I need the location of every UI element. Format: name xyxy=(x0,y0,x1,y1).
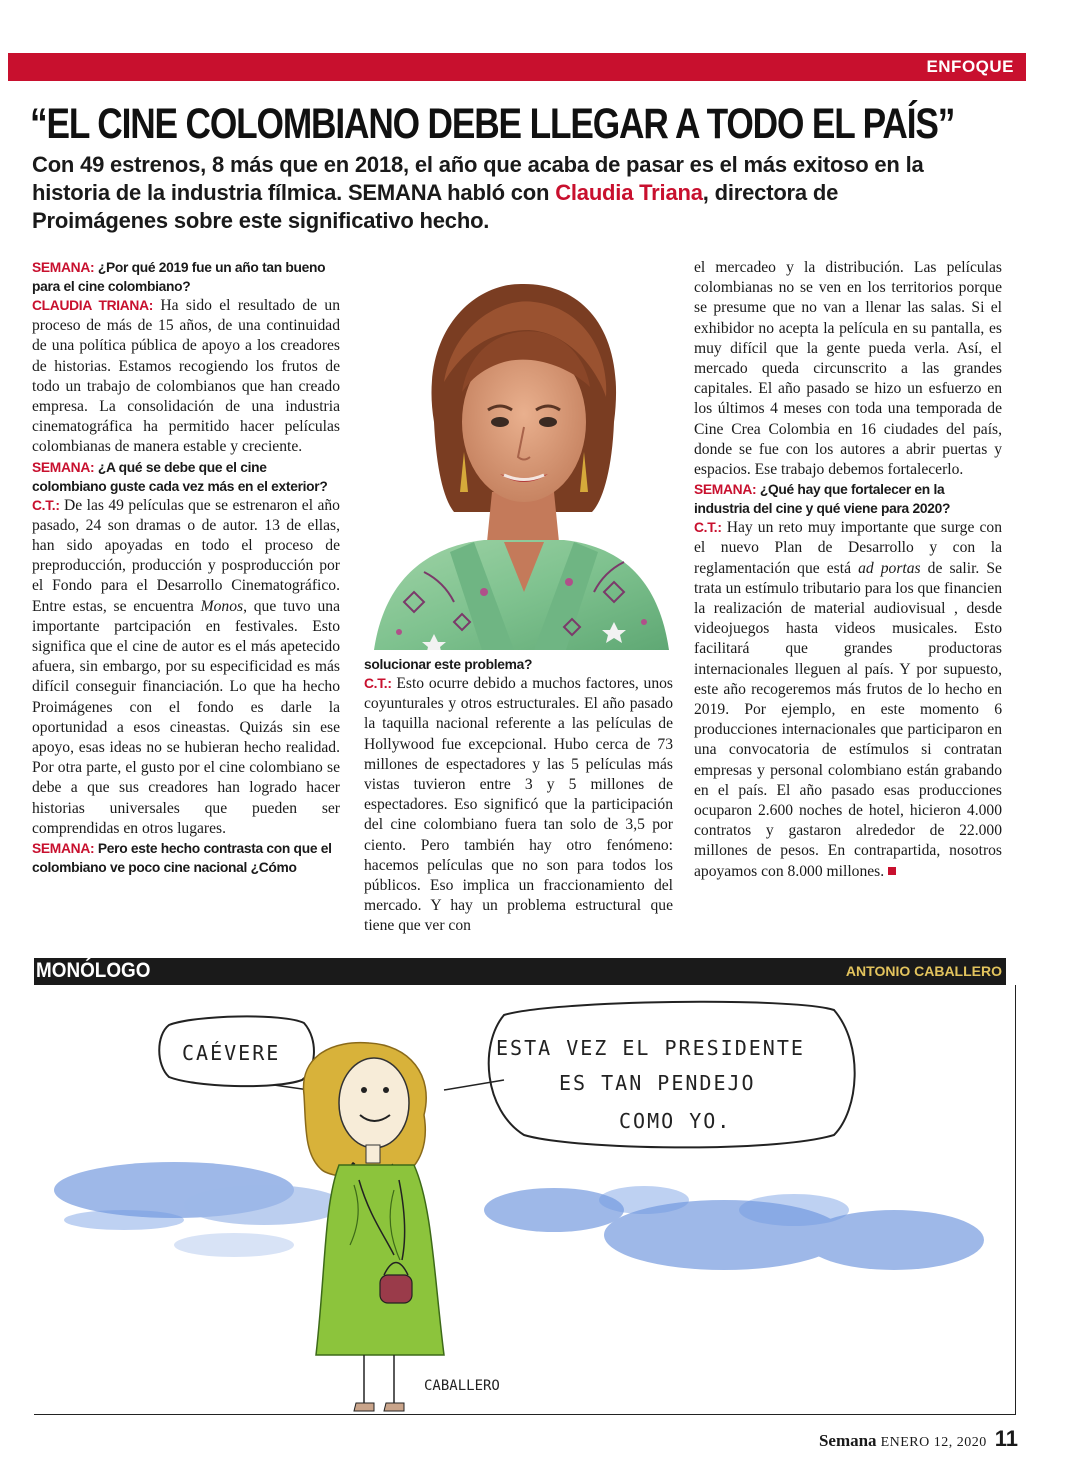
answer-text: , que tuvo una importante partcipación en festivales. Esto significa que el cine de autor es el más apetecido afuera, sin embargo, por su especificidad es más difícil conseguir financiación. Lo que ha hecho Proimágenes con el fondo es darle la oportunidad a esos cineastas. Quizás sin ese apoyo, esas ideas no se hubieran hecho realidad. Por otra parte, el gusto por el cine colombiano se debe a que sus creadores han logrado hacer historias universales que pueden ser comprendidas en otros lugares. xyxy=(32,597,340,837)
speaker-label: SEMANA: xyxy=(694,482,757,498)
portrait-illustration xyxy=(364,262,673,650)
bubble-large-line-3: COMO YO. xyxy=(619,1109,732,1133)
article-column-3 xyxy=(694,258,1002,882)
question-3 xyxy=(32,839,340,877)
end-mark-icon xyxy=(888,867,896,875)
magazine-brand: Semana xyxy=(818,1431,877,1450)
speaker-label: SEMANA: xyxy=(32,260,95,275)
answer-4 xyxy=(694,518,1002,882)
question-text: Pero este hecho contrasta con que el colombiano ve poco cine nacional ¿Cómo xyxy=(32,841,332,876)
bubble-large-line-1: ESTA VEZ EL PRESIDENTE xyxy=(496,1036,805,1060)
speaker-label: CLAUDIA TRIANA: xyxy=(32,298,154,313)
article-column-2 xyxy=(364,655,673,937)
cartoon-section-title: MONÓLOGO xyxy=(36,959,151,982)
question-text: ¿Qué hay que fortalecer en la industria del cine y qué viene para 2020? xyxy=(694,482,951,517)
speaker-label: C.T.: xyxy=(364,676,392,691)
cartoon-illustration xyxy=(34,985,1016,1415)
answer-3 xyxy=(364,674,673,937)
cartoon-section-bar xyxy=(34,958,1006,985)
bubble-large-line-2: ES TAN PENDEJO xyxy=(559,1071,756,1095)
question-text: ¿A qué se debe que el cine colombiano guste cada vez más en el exterior? xyxy=(32,459,328,494)
page-number: 11 xyxy=(994,1426,1018,1451)
answer-text: Hay un reto muy importante que surge con el nuevo Plan de Desarrollo y con la reglamentación que está xyxy=(694,519,1002,577)
speaker-label: C.T.: xyxy=(694,520,722,536)
question-4 xyxy=(694,480,1002,518)
dek xyxy=(32,151,942,235)
speaker-label: C.T.: xyxy=(32,497,60,513)
answer-2 xyxy=(32,496,340,839)
dek-interviewee-name: Claudia Triana xyxy=(555,180,703,205)
answer-text: De las 49 películas que se estrenaron el año pasado, 24 son dramas o de autor. 13 de ellas, han sido apoyadas en todo el proceso de preproducción, producción y posproducción por el Fondo para el Desarrollo Cinematográfico. Entre estas, se encuentra xyxy=(32,496,340,615)
cartoon-signature: CABALLERO xyxy=(424,1378,500,1394)
question-1 xyxy=(32,258,340,296)
answer-3-continued: el mercadeo y la distribución. Las películas colombianas no se ven en los territorios porque se presume que no van a llenar las salas. Si el exhibidor no acepta la película en su pantalla, es muy difícil que la gente pueda verla. Así, el mercado queda circunscrito a las grandes capitales. El año pasado se hizo un esfuerzo en los últimos 4 meses con toda una temporada de Cine Crea Colombia en 16 ciudades del país, donde se fue con los autores a abrir puertas y espacios. Ese trabajo debemos fortalecerlo. xyxy=(694,259,1002,479)
issue-date: ENERO 12, 2020 xyxy=(880,1435,987,1450)
film-title: Monos xyxy=(200,597,244,615)
answer-text: de salir. Se trata un estímulo tributario para los que financien la realización de material audiovisual , desde videojuegos hasta videos musicales. Esto facilitará que grandes productoras internacionales lleguen al país. Y por supuesto, este año recogeremos más frutos de lo hecho en 2019. Por ejemplo, en este momento 6 producciones internacionales que participaron en una convocatoria de estímulos si contratan empresas y personal colombiano están grabando en el país. El año pasado esas producciones ocuparon 2.600 noches de hotel, hicieron 4.000 contratos y gastaron alrededor de 22.000 millones de pesos. En contrapartida, nosotros apoyamos con 8.000 millones. xyxy=(694,559,1002,880)
cartoon-woman-icon xyxy=(304,1043,444,1411)
italic-term: ad portas xyxy=(858,559,921,577)
bubble-small-text: CAÉVERE xyxy=(182,1041,281,1065)
question-3-continued: solucionar este problema? xyxy=(364,657,533,672)
speaker-label: SEMANA: xyxy=(32,459,95,475)
headline: “EL CINE COLOMBIANO DEBE LLEGAR A TODO EL PAÍS” xyxy=(30,100,955,148)
section-bar xyxy=(8,53,1026,81)
page-footer xyxy=(819,1426,1018,1452)
dek-text-before: Con 49 estrenos, 8 más que en 2018, el año que acaba de pasar es el más exitoso en la historia de la industria fílmica. SEMANA habló con xyxy=(32,152,924,205)
answer-text: Ha sido el resultado de un proceso de más de 15 años, de una continuidad de una política pública de apoyo a los creadores de historias. Estamos recogiendo los frutos de todo un trabajo de colombianos que han creado empresa. La consolidación de una industria cinematográfica ha permitido hacer películas colombianas de manera estable y creciente. xyxy=(32,297,340,456)
portrait-photo xyxy=(364,262,673,650)
article-column-1 xyxy=(32,258,340,877)
dek-text-after: , directora de Proimágenes sobre este significativo hecho. xyxy=(32,180,839,233)
speaker-label: SEMANA: xyxy=(32,841,95,857)
answer-1 xyxy=(32,296,340,458)
question-text: ¿Por qué 2019 fue un año tan bueno para el cine colombiano? xyxy=(32,260,326,294)
answer-text: Esto ocurre debido a muchos factores, unos coyunturales y otros estructurales. El año pasado la taquilla nacional referente a las películas de Hollywood fue excepcional. Hubo cerca de 73 millones de espectadores y las 5 películas más vistas tuvieron entre 3 y 5 millones de espectadores. Eso significó que la participación del cine colombiano fuera tan solo de 3,5 por ciento. Pero también hay otro fenómeno: hacemos películas que no son para todos los públicos. Eso implica un fraccionamiento del mercado. Y hay un problema estructural que tiene que ver con xyxy=(364,675,673,935)
question-2 xyxy=(32,458,340,496)
section-tag: ENFOQUE xyxy=(926,57,1014,76)
cartoon-author: ANTONIO CABALLERO xyxy=(845,963,1002,979)
